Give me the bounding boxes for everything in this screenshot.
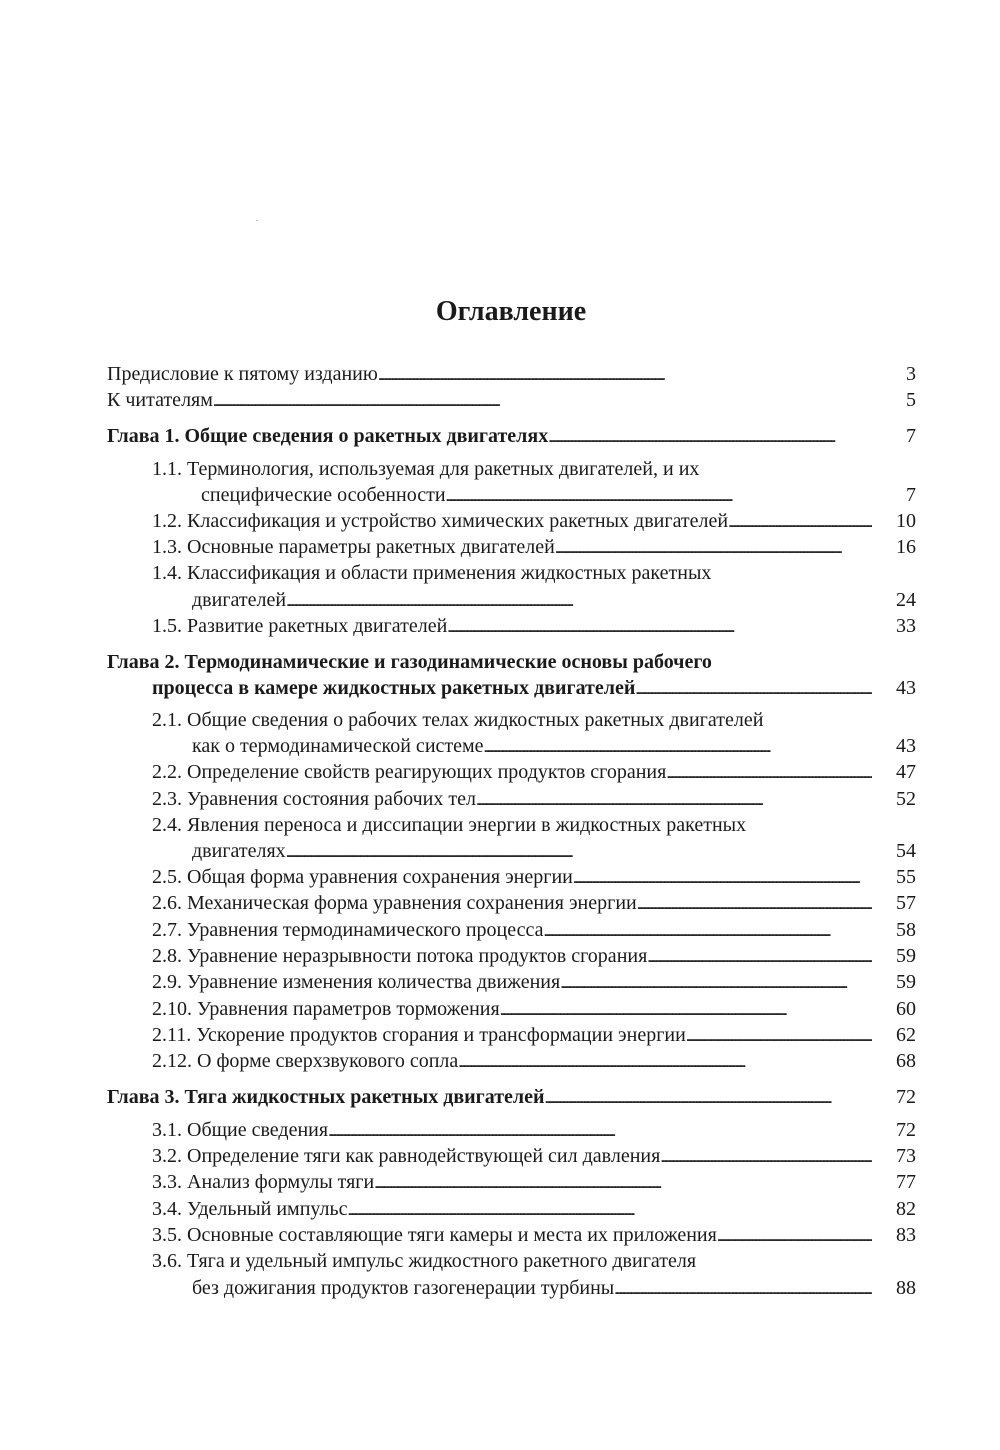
toc-entry-text: специфические особенности: [201, 484, 446, 506]
toc-section-1-5[interactable]: [0, 614, 1000, 640]
leader-dots: [560, 970, 872, 996]
toc-entry-text: 2.9. Уравнение изменения количества движения: [152, 971, 561, 993]
toc-entry-page: 43: [896, 677, 916, 699]
toc-entry-text: 1.1. Терминология, используемая для ракетных двигателей, и их: [152, 458, 700, 480]
toc-entry-text: 2.6. Механическая форма уравнения сохранения энергии: [152, 892, 637, 914]
leader-dots: [447, 614, 872, 640]
toc-entry-text: 2.12. О форме сверхзвукового сопла: [152, 1050, 459, 1072]
leader-dots: [458, 1049, 872, 1075]
leader-dots: [666, 760, 872, 786]
toc-entry-page: 52: [896, 788, 916, 810]
leader-dots: [555, 535, 872, 561]
toc-chapter-3[interactable]: [0, 1085, 1000, 1111]
toc-entry-text: Глава 3. Тяга жидкостных ракетных двигателей: [107, 1086, 545, 1108]
toc-entry-text: процесса в камере жидкостных ракетных двигателей: [152, 677, 636, 699]
leader-dots: [286, 588, 872, 614]
toc-section-2-12[interactable]: [0, 1049, 1000, 1075]
toc-entry-page: 68: [896, 1050, 916, 1072]
toc-entry-text: 3.1. Общие сведения: [152, 1119, 329, 1141]
toc-section-2-2[interactable]: [0, 760, 1000, 786]
toc-section-3-6-line2[interactable]: [0, 1276, 1000, 1302]
toc-section-2-7[interactable]: [0, 918, 1000, 944]
toc-section-2-8[interactable]: [0, 944, 1000, 970]
leader-dots: [328, 1118, 872, 1144]
toc-entry-page: 82: [896, 1198, 916, 1220]
toc-entry-text: Предисловие к пятому изданию: [107, 363, 378, 385]
toc-entry-page: 60: [896, 998, 916, 1020]
toc-section-2-4-line1[interactable]: [0, 813, 1000, 839]
leader-dots: [500, 997, 872, 1023]
leader-dots: [660, 1144, 872, 1170]
toc-section-2-3[interactable]: [0, 787, 1000, 813]
toc-entry-text: 3.2. Определение тяги как равнодействующей сил давления: [152, 1145, 661, 1167]
toc-entry-page: 57: [896, 892, 916, 914]
leader-dots: [374, 1170, 872, 1196]
toc-entry-to-readers[interactable]: [0, 388, 1000, 414]
toc-section-2-1-line1[interactable]: [0, 708, 1000, 734]
toc-entry-text: 2.8. Уравнение неразрывности потока продуктов сгорания: [152, 945, 648, 967]
toc-entry-text: 3.5. Основные составляющие тяги камеры и места их приложения: [152, 1224, 717, 1246]
leader-dots: [637, 891, 872, 917]
toc-entry-page: 72: [896, 1119, 916, 1141]
toc-section-3-2[interactable]: [0, 1144, 1000, 1170]
toc-entry-page: 77: [896, 1171, 916, 1193]
toc-entry-preface[interactable]: [0, 362, 1000, 388]
toc-entry-text: 2.3. Уравнения состояния рабочих тел: [152, 788, 476, 810]
toc-entry-text: 2.11. Ускорение продуктов сгорания и трансформации энергии: [152, 1024, 686, 1046]
leader-dots: [378, 362, 872, 388]
leader-dots: [544, 918, 873, 944]
toc-entry-text: 3.6. Тяга и удельный импульс жидкостного ракетного двигателя: [152, 1250, 697, 1272]
toc-entry-text: двигателях: [192, 840, 286, 862]
toc-entry-text: 1.3. Основные параметры ракетных двигателей: [152, 536, 555, 558]
toc-section-2-6[interactable]: [0, 891, 1000, 917]
toc-entry-text: 1.5. Развитие ракетных двигателей: [152, 615, 448, 637]
toc-entry-text: 2.10. Уравнения параметров торможения: [152, 998, 500, 1020]
toc-entry-page: 88: [896, 1277, 916, 1299]
toc-section-2-10[interactable]: [0, 997, 1000, 1023]
toc-entry-page: 10: [896, 510, 916, 532]
toc-chapter-1[interactable]: [0, 424, 1000, 450]
toc-entry-text: К читателям: [107, 389, 213, 411]
leader-dots: [484, 734, 872, 760]
toc-entry-text: 2.1. Общие сведения о рабочих телах жидкостных ракетных двигателей: [152, 709, 764, 731]
toc-section-2-5[interactable]: [0, 865, 1000, 891]
toc-section-1-4-line2[interactable]: [0, 588, 1000, 614]
toc-entry-page: 47: [896, 761, 916, 783]
toc-section-3-1[interactable]: [0, 1118, 1000, 1144]
toc-section-3-4[interactable]: [0, 1197, 1000, 1223]
toc-entry-page: 59: [896, 971, 916, 993]
leader-dots: [573, 865, 872, 891]
toc-section-1-1-line1[interactable]: [0, 457, 1000, 483]
toc-section-1-3[interactable]: [0, 535, 1000, 561]
toc-entry-text: 1.4. Классификация и области применения жидкостных ракетных: [152, 562, 712, 584]
leader-dots: [614, 1276, 872, 1302]
toc-section-3-3[interactable]: [0, 1170, 1000, 1196]
toc-entry-page: 83: [896, 1224, 916, 1246]
leader-dots: [348, 1197, 872, 1223]
toc-entry-page: 55: [896, 866, 916, 888]
toc-entry-page: 73: [896, 1145, 916, 1167]
toc-entry-page: 7: [906, 425, 916, 447]
toc-section-3-6-line1[interactable]: [0, 1249, 1000, 1275]
leader-dots: [476, 787, 872, 813]
leader-dots: [647, 944, 872, 970]
leader-dots: [548, 424, 872, 450]
leader-dots: [686, 1023, 872, 1049]
toc-section-3-5[interactable]: [0, 1223, 1000, 1249]
toc-section-2-9[interactable]: [0, 970, 1000, 996]
toc-chapter-2-line1[interactable]: [0, 650, 1000, 676]
toc-entry-page: 59: [896, 945, 916, 967]
toc-section-2-4-line2[interactable]: [0, 839, 1000, 865]
toc-entry-text: без дожигания продуктов газогенерации турбины: [192, 1277, 615, 1299]
toc-entry-page: 33: [896, 615, 916, 637]
leader-dots: [446, 483, 872, 509]
toc-entry-text: 2.4. Явления переноса и диссипации энергии в жидкостных ракетных: [152, 814, 747, 836]
toc-section-1-1-line2[interactable]: [0, 483, 1000, 509]
leader-dots: [545, 1085, 872, 1111]
toc-entry-text: 2.2. Определение свойств реагирующих продуктов сгорания: [152, 761, 667, 783]
toc-entry-page: 3: [906, 363, 916, 385]
leader-dots: [728, 509, 872, 535]
toc-section-2-1-line2[interactable]: [0, 734, 1000, 760]
toc-entry-text: двигателей: [192, 589, 287, 611]
toc-section-1-2[interactable]: [0, 509, 1000, 535]
toc-entry-page: 62: [896, 1024, 916, 1046]
leader-dots: [286, 839, 872, 865]
toc-entry-page: 54: [896, 840, 916, 862]
toc-entry-text: как о термодинамической системе: [192, 735, 484, 757]
scan-speck: [256, 220, 258, 221]
leader-dots: [717, 1223, 872, 1249]
page-title: Оглавление: [435, 296, 587, 327]
toc-entry-text: 1.2. Классификация и устройство химических ракетных двигателей: [152, 510, 729, 532]
toc-entry-text: 2.5. Общая форма уравнения сохранения энергии: [152, 866, 573, 888]
toc-entry-text: 3.4. Удельный импульс: [152, 1198, 348, 1220]
toc-entry-page: 43: [896, 735, 916, 757]
leader-dots: [213, 388, 872, 414]
toc-entry-page: 7: [906, 484, 916, 506]
toc-entry-text: Глава 1. Общие сведения о ракетных двигателях: [107, 425, 549, 447]
toc-entry-page: 58: [896, 919, 916, 941]
toc-section-1-4-line1[interactable]: [0, 561, 1000, 587]
toc-entry-text: Глава 2. Термодинамические и газодинамические основы рабочего: [107, 651, 712, 673]
toc-section-2-11[interactable]: [0, 1023, 1000, 1049]
toc-entry-page: 24: [896, 589, 916, 611]
toc-entry-page: 72: [896, 1086, 916, 1108]
toc-chapter-2-line2[interactable]: [0, 676, 1000, 702]
toc-entry-page: 5: [906, 389, 916, 411]
toc-entry-text: 2.7. Уравнения термодинамического процесса: [152, 919, 544, 941]
leader-dots: [635, 676, 872, 702]
toc-entry-page: 16: [896, 536, 916, 558]
toc-entry-text: 3.3. Анализ формулы тяги: [152, 1171, 375, 1193]
